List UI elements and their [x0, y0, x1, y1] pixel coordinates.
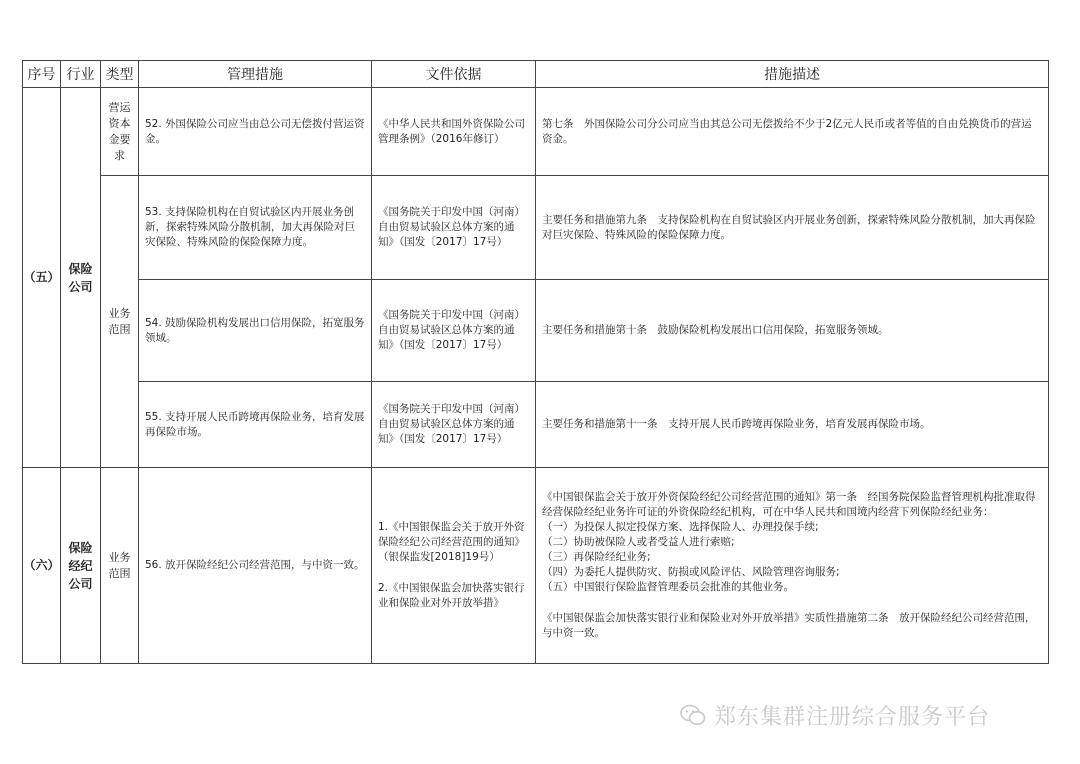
table-row	[23, 88, 1049, 176]
desc-item: （三）再保险经纪业务;	[542, 551, 651, 563]
industry-line: 保险	[68, 261, 93, 276]
section-seq: （六）	[23, 468, 61, 664]
type-cell: 业务范围	[101, 176, 139, 468]
header-industry: 行业	[61, 61, 101, 88]
table-row	[23, 280, 1049, 382]
table-row	[23, 382, 1049, 468]
measure-cell: 55. 支持开展人民币跨境再保险业务，培育发展再保险市场。	[139, 382, 372, 468]
watermark-text: 郑东集群注册综合服务平台	[714, 704, 991, 730]
measure-cell: 54. 鼓励保险机构发展出口信用保险，拓宽服务领域。	[139, 280, 372, 382]
section-industry	[61, 468, 101, 664]
basis-cell	[372, 468, 536, 664]
header-description: 措施描述	[536, 61, 1049, 88]
header-measure: 管理措施	[139, 61, 372, 88]
basis-cell: 《中华人民共和国外资保险公司管理条例》（2016年修订）	[372, 88, 536, 176]
description-cell: 主要任务和措施第九条 支持保险机构在自贸试验区内开展业务创新，探索特殊风险分散机制，加大再保险对巨灾保险、特殊风险的保险保障力度。	[536, 176, 1049, 280]
desc-intro: 《中国银保监会关于放开外资保险经纪公司经营范围的通知》第一条 经国务院保险监督管理机构批准取得经营保险经纪业务许可证的外资保险经纪机构，可在中华人民共和国境内经营下列保险经纪业务：	[542, 491, 1036, 518]
desc-item: （二）协助被保险人或者受益人进行索赔;	[542, 536, 735, 548]
basis-cell: 《国务院关于印发中国（河南）自由贸易试验区总体方案的通知》（国发〔2017〕17号）	[372, 382, 536, 468]
table-header-row	[23, 61, 1049, 88]
description-cell: 第七条 外国保险公司分公司应当由其总公司无偿拨给不少于2亿元人民币或者等值的自由兑换货币的营运资金。	[536, 88, 1049, 176]
desc-outro: 《中国银保监会加快落实银行业和保险业对外开放举措》实质性措施第二条 放开保险经纪公司经营范围，与中资一致。	[542, 612, 1036, 639]
measure-cell: 53. 支持保险机构在自贸试验区内开展业务创新，探索特殊风险分散机制，加大再保险对巨灾保险、特殊风险的保险保障力度。	[139, 176, 372, 280]
desc-item: （一）为投保人拟定投保方案、选择保险人、办理投保手续;	[542, 521, 819, 533]
regulation-table	[22, 60, 1049, 664]
header-type: 类型	[101, 61, 139, 88]
section-seq: （五）	[23, 88, 61, 468]
desc-item: （四）为委托人提供防灾、防损或风险评估、风险管理咨询服务;	[542, 566, 840, 578]
type-cell: 营运资本金要求	[101, 88, 139, 176]
measure-cell: 52. 外国保险公司应当由总公司无偿拨付营运资金。	[139, 88, 372, 176]
description-cell: 主要任务和措施第十条 鼓励保险机构发展出口信用保险，拓宽服务领域。	[536, 280, 1049, 382]
watermark	[680, 700, 990, 730]
measure-cell: 56. 放开保险经纪公司经营范围，与中资一致。	[139, 468, 372, 664]
industry-line: 公司	[68, 576, 93, 591]
basis-cell: 《国务院关于印发中国（河南）自由贸易试验区总体方案的通知》（国发〔2017〕17号）	[372, 280, 536, 382]
wechat-icon	[680, 704, 706, 726]
industry-line: 公司	[68, 279, 93, 294]
description-cell: 主要任务和措施第十一条 支持开展人民币跨境再保险业务，培育发展再保险市场。	[536, 382, 1049, 468]
basis-item: 1.《中国银保监会关于放开外资保险经纪公司经营范围的通知》（银保监发[2018]19号）	[378, 521, 525, 563]
desc-item: （五）中国银行保险监督管理委员会批准的其他业务。	[542, 581, 794, 593]
industry-line: 保险	[68, 540, 93, 555]
type-cell: 业务范围	[101, 468, 139, 664]
description-cell	[536, 468, 1049, 664]
header-basis: 文件依据	[372, 61, 536, 88]
basis-gap	[378, 565, 529, 581]
header-seq: 序号	[23, 61, 61, 88]
table-row	[23, 176, 1049, 280]
desc-gap	[542, 595, 1042, 611]
basis-item: 2.《中国银保监会加快落实银行业和保险业对外开放举措》	[378, 582, 525, 609]
basis-cell: 《国务院关于印发中国（河南）自由贸易试验区总体方案的通知》（国发〔2017〕17号）	[372, 176, 536, 280]
industry-line: 经纪	[68, 558, 93, 573]
table-row	[23, 468, 1049, 664]
section-industry	[61, 88, 101, 468]
